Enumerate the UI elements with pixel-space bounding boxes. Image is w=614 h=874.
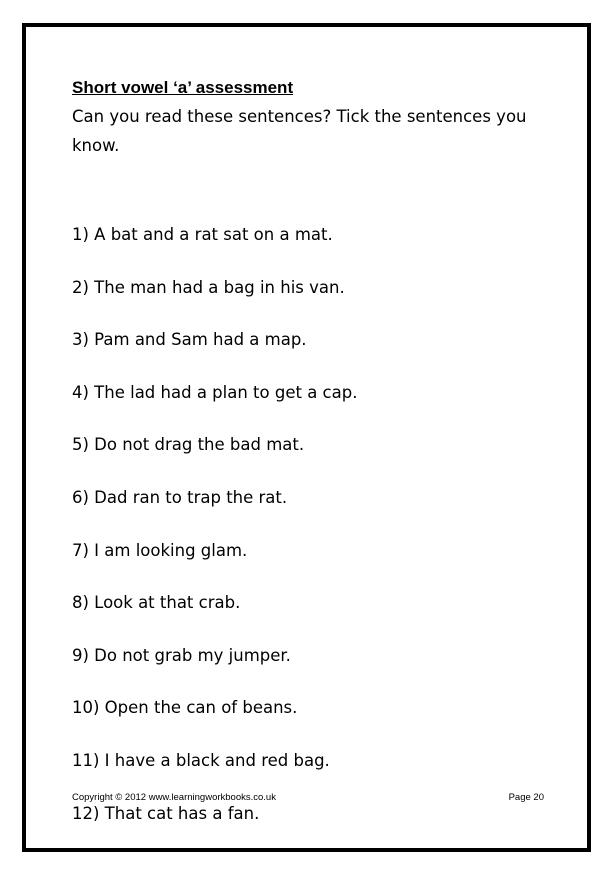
sentence-item: 10) Open the can of beans. xyxy=(72,698,298,718)
sentence-item: 2) The man had a bag in his van. xyxy=(72,277,345,297)
sentence-item: 3) Pam and Sam had a map. xyxy=(72,330,307,350)
worksheet-title: Short vowel ‘a’ assessment xyxy=(72,78,294,97)
sentence-item: 1) A bat and a rat sat on a mat. xyxy=(72,225,333,244)
sentence-item: 4) The lad had a plan to get a cap. xyxy=(72,382,358,402)
page-border xyxy=(22,23,591,852)
sentence-item: 6) Dad ran to trap the rat. xyxy=(72,487,288,507)
sentence-item: 7) I am looking glam. xyxy=(72,540,248,560)
sentence-item: 9) Do not grab my jumper. xyxy=(72,645,291,665)
page-footer xyxy=(72,792,544,803)
sentence-item: 8) Look at that crab. xyxy=(72,593,241,613)
page-number: Page 20 xyxy=(508,792,544,803)
sentence-item: 11) I have a black and red bag. xyxy=(72,750,330,770)
sentence-list xyxy=(72,225,562,856)
worksheet-instructions: Can you read these sentences? Tick the sentences you know. xyxy=(72,107,527,155)
copyright-notice: Copyright © 2012 www.learningworkbooks.co.uk xyxy=(72,792,276,803)
sentence-item: 5) Do not drag the bad mat. xyxy=(72,435,305,455)
sentence-item: 12) That cat has a fan. xyxy=(72,803,260,823)
